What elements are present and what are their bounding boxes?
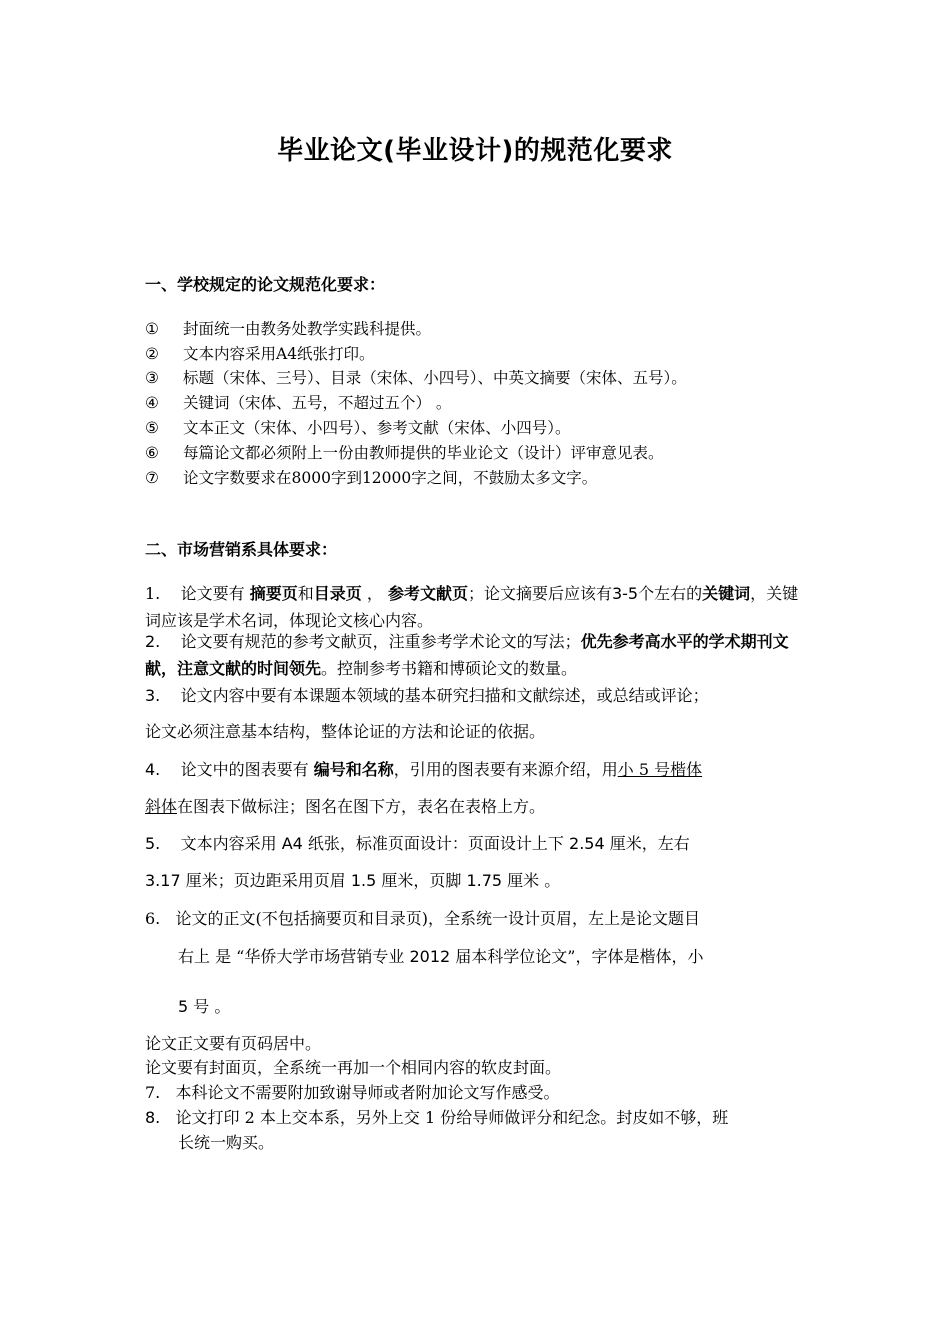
list-item: ④ 关键词（宋体、五号，不超过五个） 。 xyxy=(145,394,452,412)
paragraph-6-line-3: 5 号 。 xyxy=(178,997,231,1016)
paragraph-5-line-2: 3.17 厘米；页边距采用页眉 1.5 厘米，页脚 1.75 厘米 。 xyxy=(145,871,561,890)
paragraph-7: 7. 本科论文不需要附加致谢导师或者附加论文写作感受。 xyxy=(145,1083,560,1102)
list-item: ① 封面统一由教务处教学实践科提供。 xyxy=(145,320,432,338)
paragraph-8-line-1: 8. 论文打印 2 本上交本系，另外上交 1 份给导师做评分和纪念。封皮如不够，班 xyxy=(145,1108,729,1127)
paragraph-3-line-1: 3. 论文内容中要有本课题本领域的基本研究扫描和文献综述，或总结或评论； xyxy=(145,686,709,705)
paragraph-8-line-2: 长统一购买。 xyxy=(178,1133,275,1152)
page-title: 毕业论文(毕业设计)的规范化要求 xyxy=(277,136,673,166)
list-item: ⑤ 文本正文（宋体、小四号）、参考文献（宋体、小四号）。 xyxy=(145,419,571,437)
paragraph-5-line-1: 5. 文本内容采用 A4 纸张，标准页面设计：页面设计上下 2.54 厘米，左右 xyxy=(145,834,690,853)
section-1-heading: 一、学校规定的论文规范化要求： xyxy=(145,275,386,294)
paragraph-6-line-2: 右上 是 “华侨大学市场营销专业 2012 届本科学位论文”，字体是楷体，小 xyxy=(178,947,704,966)
cover-note: 论文要有封面页，全系统一再加一个相同内容的软皮封面。 xyxy=(145,1058,562,1077)
list-item: ② 文本内容采用A4纸张打印。 xyxy=(145,345,375,363)
list-item: ③ 标题（宋体、三号）、目录（宋体、小四号）、中英文摘要（宋体、五号）。 xyxy=(145,369,687,387)
paragraph-4-line-1: 4. 论文中的图表要有 编号和名称，引用的图表要有来源介绍，用小 5 号楷体 xyxy=(145,760,703,779)
list-item: ⑥ 每篇论文都必须附上一份由教师提供的毕业论文（设计）评审意见表。 xyxy=(145,444,664,462)
section-2-heading: 二、市场营销系具体要求： xyxy=(145,540,338,559)
paragraph-6-line-1: 6. 论文的正文(不包括摘要页和目录页)，全系统一设计页眉，左上是论文题目 xyxy=(145,909,701,928)
paragraph-4-line-2: 斜体在图表下做标注；图名在图下方，表名在表格上方。 xyxy=(145,797,546,816)
list-item: ⑦ 论文字数要求在8000字到12000字之间，不鼓励太多文字。 xyxy=(145,469,598,487)
page-number-note: 论文正文要有页码居中。 xyxy=(145,1034,322,1053)
paragraph-3-line-2: 论文必须注意基本结构，整体论证的方法和论证的依据。 xyxy=(145,722,546,741)
paragraph-2: 2. 论文要有规范的参考文献页，注重参考学术论文的写法；优先参考高水平的学术期刊文献，注意文献的时间领先。控制参考书籍和博硕论文的数量。 xyxy=(145,632,789,678)
paragraph-1: 1. 论文要有 摘要页和目录页 ， 参考文献页；论文摘要后应该有3-5个左右的关键词，关键词应该是学术名词，体现论文核心内容。 xyxy=(145,584,799,630)
